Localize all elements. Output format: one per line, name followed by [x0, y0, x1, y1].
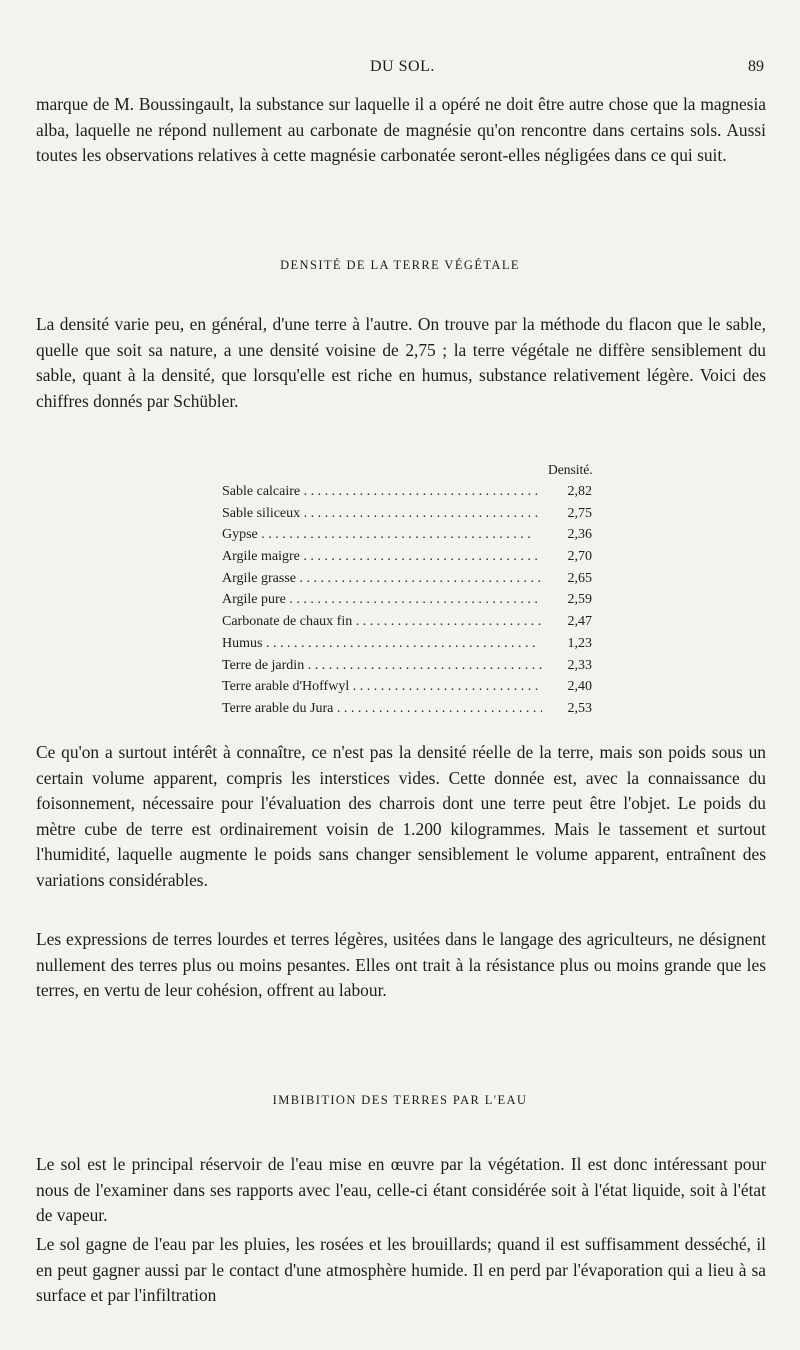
table-row: [222, 524, 592, 546]
table-row: [222, 546, 592, 568]
density-value: 2,65: [542, 568, 592, 590]
running-title: DU SOL.: [370, 58, 435, 75]
table-row: [222, 655, 592, 677]
material-label: Humus . . .: [222, 633, 542, 655]
density-value: 2,70: [542, 546, 592, 568]
paragraph-terres-lourdes: Les expressions de terres lourdes et terres légères, usitées dans le langage des agriculteurs, ne désignent nullement des terres plus ou moins pesantes. Elles ont trait à la résistance plus ou moins grande que les terres, en vertu de leur cohésion, offrent au labour.: [36, 929, 766, 1001]
table-column-header: Densité.: [548, 462, 593, 477]
running-header: [0, 58, 800, 82]
material-label: Carbonate de chaux fin . . .: [222, 611, 542, 633]
table-row: [222, 568, 592, 590]
paragraph-reservoir: Le sol est le principal réservoir de l'eau mise en œuvre par la végétation. Il est donc intéressant pour nous de l'examiner dans ses rapports avec l'eau, celle-ci étant considérée soit à l'état liquide, soit à l'état de vapeur.: [36, 1154, 766, 1226]
table-row: [222, 676, 592, 698]
material-label: Terre de jardin . . .: [222, 655, 542, 677]
table-row: [222, 698, 592, 720]
page-number: 89: [748, 58, 764, 75]
material-label: Argile pure . . .: [222, 589, 542, 611]
table-row: [222, 481, 592, 503]
density-value: 2,40: [542, 676, 592, 698]
table-row: [222, 503, 592, 525]
density-table: [222, 481, 592, 720]
table-row: [222, 611, 592, 633]
density-value: 2,75: [542, 503, 592, 525]
section-heading-densite: DENSITÉ DE LA TERRE VÉGÉTALE: [280, 258, 520, 272]
material-label: Argile grasse . . .: [222, 568, 542, 590]
density-value: 2,82: [542, 481, 592, 503]
material-label: Sable siliceux . . .: [222, 503, 542, 525]
material-label: Argile maigre . . .: [222, 546, 542, 568]
paragraph-densite: La densité varie peu, en général, d'une terre à l'autre. On trouve par la méthode du flacon que le sable, quelle que soit sa nature, a une densité voisine de 2,75 ; la terre végétale ne diffère sensiblement du sable, quant à la densité, que lorsqu'elle est riche en humus, substance relativement légère. Voici des chiffres donnés par Schübler.: [36, 314, 766, 411]
density-value: 2,36: [542, 524, 592, 546]
material-label: Sable calcaire . . .: [222, 481, 542, 503]
material-label: Terre arable d'Hoffwyl . . .: [222, 676, 542, 698]
section-heading-imbibition: IMBIBITION DES TERRES PAR L'EAU: [272, 1093, 528, 1107]
material-label: Gypse . . .: [222, 524, 542, 546]
density-value: 2,33: [542, 655, 592, 677]
paragraph-pluies: Le sol gagne de l'eau par les pluies, les rosées et les brouillards; quand il est suffisamment desséché, il en peut gagner aussi par le contact d'une atmosphère humide. Il en perd par l'évaporation qui a lieu à sa surface et par l'infiltration: [36, 1234, 766, 1306]
density-value: 2,53: [542, 698, 592, 720]
material-label: Terre arable du Jura . . .: [222, 698, 542, 720]
table-row: [222, 633, 592, 655]
density-value: 1,23: [542, 633, 592, 655]
paragraph-poids: Ce qu'on a surtout intérêt à connaître, ce n'est pas la densité réelle de la terre, mais son poids sous un certain volume apparent, compris les interstices vides. Cette donnée est, avec la connaissance du foisonnement, nécessaire pour l'évaluation des charrois dont une terre peut être l'objet. Le poids du mètre cube de terre est ordinairement voisin de 1.200 kilogrammes. Mais le tassement et surtout l'humidité, laquelle augmente le poids sans changer sensiblement le volume apparent, entraînent des variations considérables.: [36, 742, 766, 890]
density-value: 2,47: [542, 611, 592, 633]
density-value: 2,59: [542, 589, 592, 611]
paragraph-magnesie: marque de M. Boussingault, la substance sur laquelle il a opéré ne doit être autre chose que la magnesia alba, laquelle ne répond nullement au carbonate de magnésie qu'on rencontre dans certains sols. Aussi toutes les observations relatives à cette magnésie carbonatée seront-elles négligées dans ce qui suit.: [36, 94, 766, 166]
table-row: [222, 589, 592, 611]
